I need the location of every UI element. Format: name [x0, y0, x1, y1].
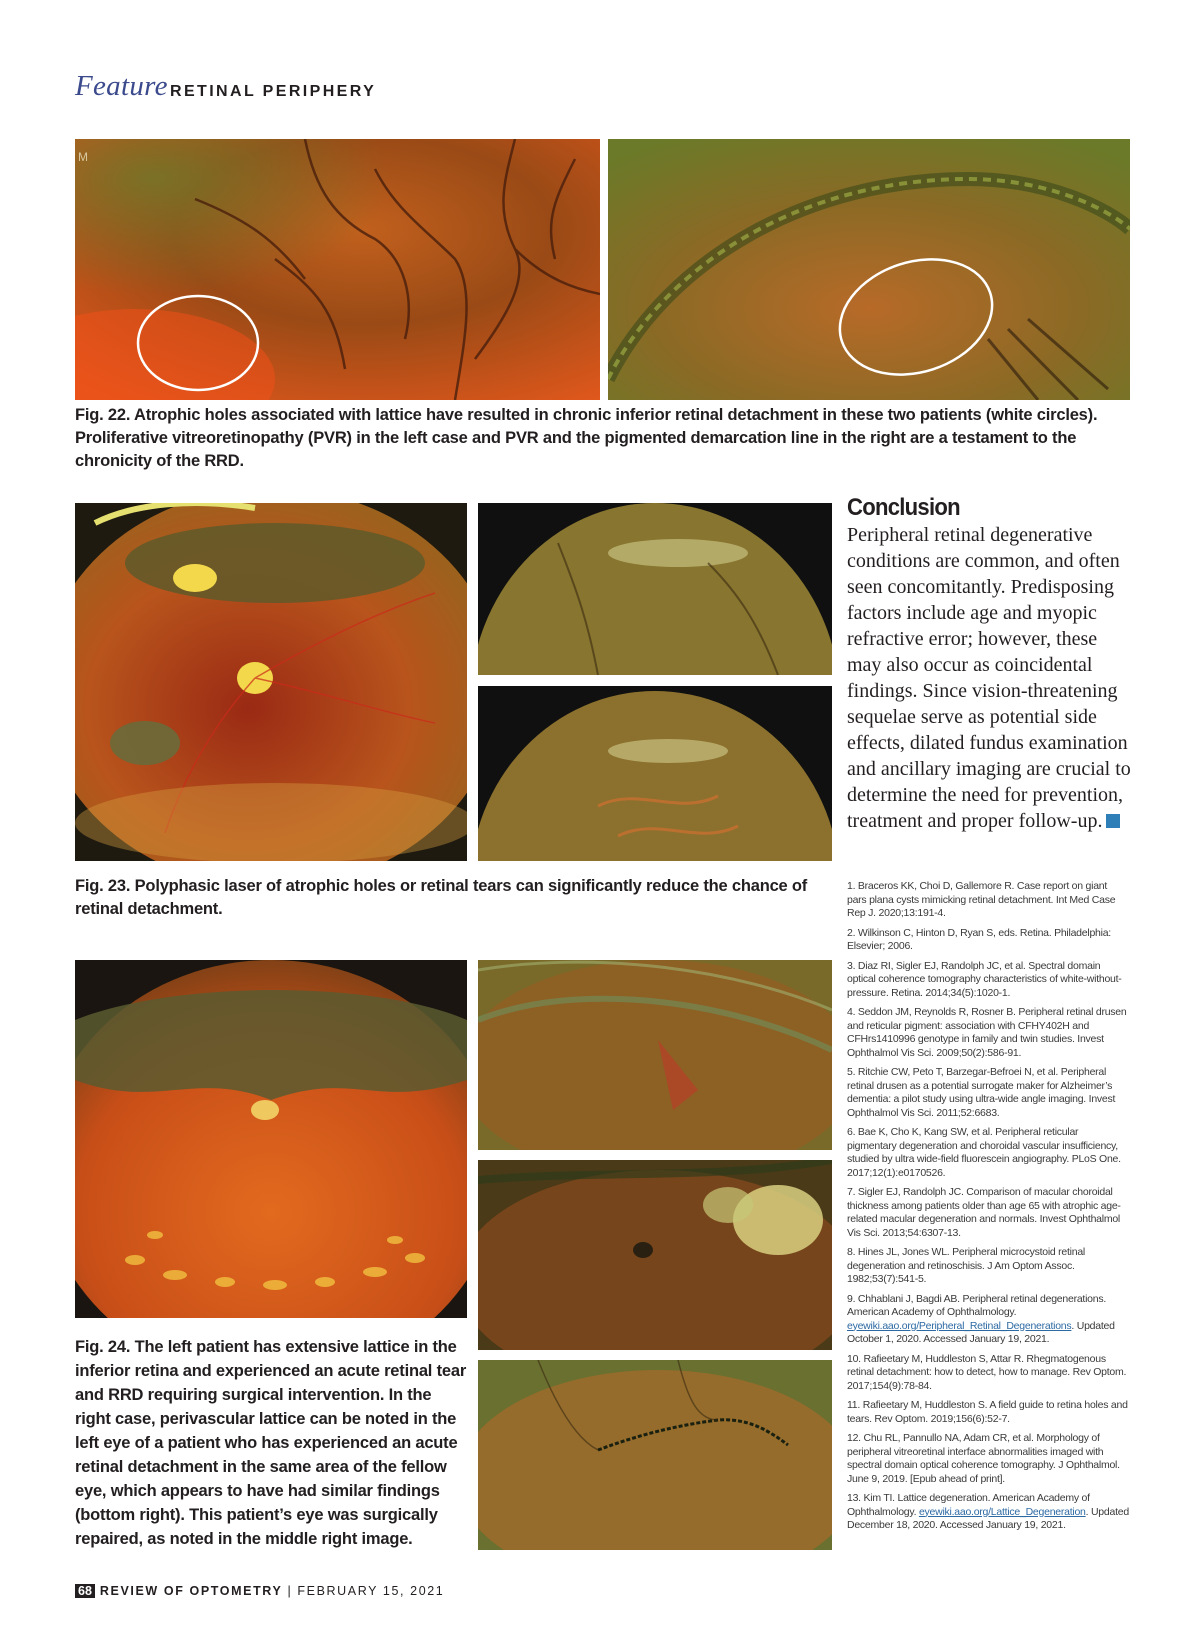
fig22-right-photo: [608, 139, 1130, 400]
end-mark-icon: [1106, 814, 1120, 828]
issue-date: FEBRUARY 15, 2021: [297, 1584, 445, 1598]
conclusion-text: Peripheral retinal degenerative conditions are common, and often seen concomitantly. Predisposing factors include age and myopic refractive error; however, these may also occur as coincidental findings. Since vision-threatening sequelae serve as potential side effects, dilated fundus examination and ancillary imaging are crucial to determine the need for prevention, treatment and proper follow-up.: [847, 524, 1131, 832]
fig24-left-photo: [75, 960, 467, 1318]
references-list: [847, 880, 1129, 1539]
feature-label: Feature: [75, 70, 168, 102]
fig24-caption: Fig. 24. The left patient has extensive lattice in the inferior retina and experienced an acute retinal tear and RRD requiring surgical intervention. In the right case, perivascular lattice can be noted in the left eye of a patient who has experienced an acute retinal detachment in the same area of the fellow eye, which appears to have had similar findings (bottom right). This patient’s eye was surgically repaired, as noted in the middle right image.: [75, 1338, 467, 1548]
reference-text: . Updated October 1, 2020. Accessed January 19, 2021.: [847, 1319, 1115, 1345]
fig24-right-bottom-photo: [478, 1360, 832, 1550]
fig22-left-photo: [75, 139, 600, 400]
reference-item: 4. Seddon JM, Reynolds R, Rosner B. Peripheral retinal drusen and reticular pigment: association with CFHY402H and CFHrs1410996 genotype in family and twin studies. Invest Ophthalmol Vis Sci. 2009;50(2):586-91.: [847, 1006, 1127, 1059]
conclusion-body: [847, 522, 1132, 834]
reference-link[interactable]: eyewiki.aao.org/Peripheral_Retinal_Degenerations: [847, 1319, 1072, 1332]
reference-text: 13. Kim TI. Lattice degeneration. American Academy of Ophthalmology.: [847, 1492, 1090, 1518]
reference-link[interactable]: eyewiki.aao.org/Lattice_Degeneration: [918, 1505, 1086, 1518]
reference-item: 5. Ritchie CW, Peto T, Barzegar-Befroei N, et al. Peripheral retinal drusen as a potential surrogate maker for Alzheimer’s dementia: a pilot study using ultra-wide angle imaging. Invest Ophthalmol Vis Sci. 2011;52:6683.: [847, 1066, 1116, 1119]
reference-item: 10. Rafieetary M, Huddleston S, Attar R. Rhegmatogenous retinal detachment: how to detect, how to manage. Rev Optom. 2017;154(9):78-84.: [847, 1352, 1127, 1392]
reference-item: [847, 1293, 1129, 1347]
reference-item: 1. Braceros KK, Choi D, Gallemore R. Case report on giant pars plana cysts mimicking retinal detachment. Int Med Case Rep J. 2020;13:191-4.: [847, 880, 1116, 919]
reference-item: [847, 1492, 1129, 1533]
fig23-right-bottom-photo: [478, 686, 832, 861]
page-number: 68: [75, 1584, 95, 1598]
conclusion-heading: Conclusion: [847, 494, 960, 521]
publication-name: REVIEW OF OPTOMETRY: [99, 1584, 283, 1598]
reference-item: 3. Diaz RI, Sigler EJ, Randolph JC, et al. Spectral domain optical coherence tomography characteristics of white-without-pressure. Retina. 2014;34(5):1020-1.: [847, 959, 1122, 999]
reference-item: 8. Hines JL, Jones WL. Peripheral microcystoid retinal degeneration and retinoschisis. J Am Optom Assoc. 1982;53(7):541-5.: [847, 1246, 1086, 1285]
reference-item: 7. Sigler EJ, Randolph JC. Comparison of macular choroidal thickness among patients older than age 65 with atrophic age-related macular degeneration and normals. Invest Ophthalmol Vis Sci. 2013;54:6307-13.: [847, 1186, 1121, 1239]
fig24-right-middle-photo: [478, 1160, 832, 1350]
reference-item: 12. Chu RL, Pannullo NA, Adam CR, et al. Morphology of peripheral vitreoretinal interface abnormalities imaged with spectral domain optical coherence tomography. J Ophthalmol. June 9, 2019. [Epub ahead of print].: [847, 1432, 1120, 1485]
page-footer: [75, 1584, 444, 1598]
reference-item: 2. Wilkinson C, Hinton D, Ryan S, eds. Retina. Philadelphia: Elsevier; 2006.: [847, 926, 1111, 952]
section-title: RETINAL PERIPHERY: [170, 83, 377, 100]
fig24-right-top-photo: [478, 960, 832, 1150]
reference-item: 11. Rafieetary M, Huddleston S. A field guide to retina holes and tears. Rev Optom. 2019;156(6):52-7.: [847, 1399, 1128, 1425]
image-corner-mark: M: [78, 150, 88, 164]
fig23-caption: Fig. 23. Polyphasic laser of atrophic holes or retinal tears can significantly reduce the chance of retinal detachment.: [75, 877, 808, 918]
fig23-left-photo: [75, 503, 467, 861]
reference-text: . Updated December 18, 2020. Accessed January 19, 2021.: [847, 1505, 1129, 1531]
fig23-right-top-photo: [478, 503, 832, 675]
fig22-caption: Fig. 22. Atrophic holes associated with lattice have resulted in chronic inferior retinal detachment in these two patients (white circles). Proliferative vitreoretinopathy (PVR) in the left case and PVR and the pigmented demarcation line in the right are a testament to the chronicity of the RRD.: [75, 406, 1098, 470]
reference-text: 9. Chhablani J, Bagdi AB. Peripheral retinal degenerations. American Academy of Ophthalmology.: [847, 1292, 1107, 1318]
reference-item: 6. Bae K, Cho K, Kang SW, et al. Peripheral reticular pigmentary degeneration and choroidal vascular insufficiency, studied by ultra wide-field fluorescein angiography. PLoS One. 2017;12(1):e0170526.: [847, 1126, 1121, 1179]
footer-separator: |: [282, 1584, 298, 1598]
